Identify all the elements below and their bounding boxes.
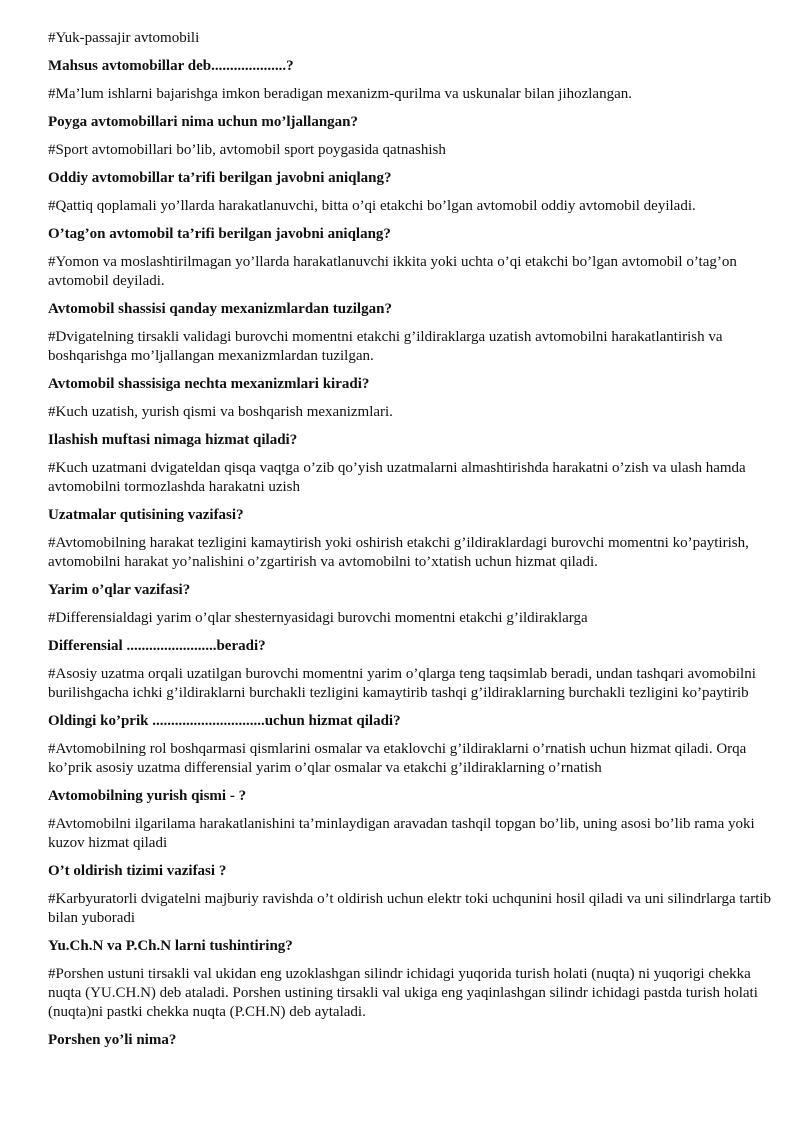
- question-heading: Yarim o’qlar vazifasi?: [48, 582, 191, 598]
- question-heading: O’t oldirish tizimi vazifasi ?: [48, 863, 227, 879]
- answer-text: #Qattiq qoplamali yo’llarda harakatlanuvchi, bitta o’qi etakchi bo’lgan avtomobil oddiy avtomobil deyiladi.: [48, 198, 696, 214]
- answer-text: #Kuch uzatish, yurish qismi va boshqarish mexanizmlari.: [48, 404, 393, 420]
- question-heading: Oddiy avtomobillar ta’rifi berilgan javobni aniqlang?: [48, 170, 392, 186]
- question-heading: Differensial ........................beradi?: [48, 638, 266, 654]
- question-heading: Ilashish muftasi nimaga hizmat qiladi?: [48, 432, 298, 448]
- answer-text: #Differensialdagi yarim o’qlar shesternyasidagi burovchi momentni etakchi g’ildiraklarga: [48, 610, 588, 626]
- question-heading: Avtomobil shassisiga nechta mexanizmlari kiradi?: [48, 376, 370, 392]
- answer-text: #Porshen ustuni tirsakli val ukidan eng uzoklashgan silindr ichidagi yuqorida turish holati (nuqta) ni yuqorigi chekka nuqta (YU.CH.N) deb ataladi. Porshen ustining tirsakli val ukiga eng yaqinlashgan silindr ichidagi pastda turish holati (nuqta)ni pastki chekka nuqta (P.CH.N) deb aytaladi.: [48, 966, 758, 1020]
- answer-text: #Asosiy uzatma orqali uzatilgan burovchi momentni yarim o’qlarga teng taqsimlab beradi, undan tashqari avomobilni burilishgacha ichki g’ildiraklarni burchakli tezligini kamaytirib tashqi g’ildiraklarning burchakli tezligini ko’paytirib: [48, 666, 756, 701]
- question-heading: Yu.Ch.N va P.Ch.N larni tushintiring?: [48, 938, 293, 954]
- question-heading: Mahsus avtomobillar deb....................?: [48, 58, 294, 74]
- answer-text: #Avtomobilning harakat tezligini kamaytirish yoki oshirish etakchi g’ildiraklardagi burovchi momentni ko’paytirish, avtomobilni harakat yo’nalishini o’zgartirish va avtomobilni to’xtatish uchun hizmat qiladi.: [48, 535, 749, 570]
- question-heading: Poyga avtomobillari nima uchun mo’ljallangan?: [48, 114, 359, 130]
- question-heading: Porshen yo’li nima?: [48, 1032, 177, 1048]
- question-heading: Uzatmalar qutisining vazifasi?: [48, 507, 244, 523]
- answer-text: #Kuch uzatmani dvigateldan qisqa vaqtga o’zib qo’yish uzatmalarni almashtirishda harakatni o’zish va ulash hamda avtomobilni tormozlashda harakatni uzish: [48, 460, 746, 495]
- question-heading: Avtomobil shassisi qanday mexanizmlardan tuzilgan?: [48, 301, 392, 317]
- question-heading: Oldingi ko’prik ..............................uchun hizmat qiladi?: [48, 713, 401, 729]
- answer-text: #Ma’lum ishlarni bajarishga imkon beradigan mexanizm-qurilma va uskunalar bilan jihozlangan.: [48, 86, 632, 102]
- answer-text: #Avtomobilni ilgarilama harakatlanishini ta’minlaydigan aravadan tashqil topgan bo’lib, uning asosi bo’lib rama yoki kuzov hizmat qiladi: [48, 816, 755, 851]
- document-page: [48, 29, 776, 1059]
- answer-text: #Avtomobilning rol boshqarmasi qismlarini osmalar va etaklovchi g’ildiraklarni o’rnatish uchun hizmat qiladi. Orqa ko’prik asosiy uzatma differensial yarim o’qlar osmalar va etakchi g’ildiraklarning o’rnatish: [48, 741, 747, 776]
- answer-text: #Yuk-passajir avtomobili: [48, 30, 200, 46]
- answer-text: #Dvigatelning tirsakli validagi burovchi momentni etakchi g’ildiraklarga uzatish avtomobilni harakatlantirish va boshqarishga mo’ljallangan mexanizmlardan tuzilgan.: [48, 329, 723, 364]
- answer-text: #Sport avtomobillari bo’lib, avtomobil sport poygasida qatnashish: [48, 142, 446, 158]
- answer-text: #Yomon va moslashtirilmagan yo’llarda harakatlanuvchi ikkita yoki uchta o’qi etakchi bo’lgan avtomobil o’tag’on avtomobil deyiladi.: [48, 254, 737, 289]
- answer-text: #Karbyuratorli dvigatelni majburiy ravishda o’t oldirish uchun elektr toki uchqunini hosil qiladi va uni silindrlarga tartib bilan yuboradi: [48, 891, 772, 926]
- question-heading: O’tag’on avtomobil ta’rifi berilgan javobni aniqlang?: [48, 226, 391, 242]
- question-heading: Avtomobilning yurish qismi - ?: [48, 788, 247, 804]
